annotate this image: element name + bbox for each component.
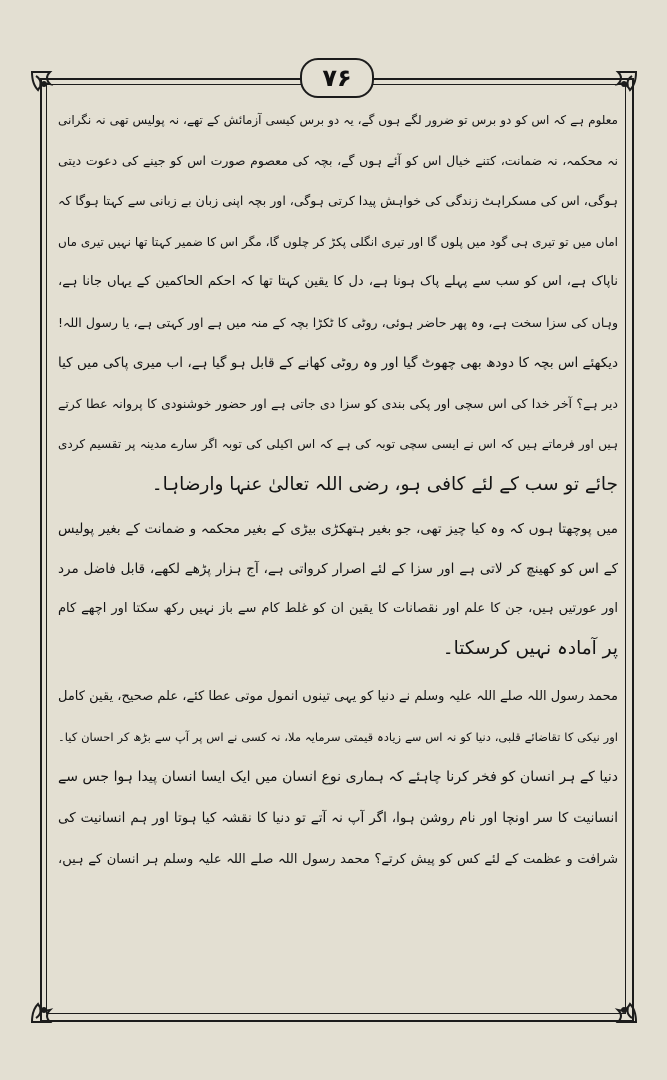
text-line: میں پوچھتا ہوں کہ وہ کیا چیز تھی، جو بغیر ہتھکڑی بیڑی کے بغیر محکمہ و ضمانت کے بغیر پولیس bbox=[58, 521, 618, 537]
text-line: ہیں اور فرماتے ہیں کہ اس نے ایسی سچی توبہ کی ہے کہ اس اکیلی کی توبہ اگر سارے مدینہ پر تقسیم کردی bbox=[58, 437, 618, 451]
text-line: وہاں کی سزا سخت ہے، وہ پھر حاضر ہوئی، روٹی کا ٹکڑا بچہ کے منہ میں ہے اور کہتی ہے، یا رسول اللہ! bbox=[58, 314, 618, 330]
paragraph bbox=[58, 677, 618, 757]
text-line: محمد رسول اللہ صلے اللہ علیہ وسلم نے دنیا کو یہی تینوں انمول موتی عطا کئے، علم صحیح، یقین کامل bbox=[58, 689, 618, 704]
text-line: جائے تو سب کے لئے کافی ہو، رضی اللہ تعالیٰ عنہا وارضاہا۔ bbox=[151, 473, 618, 495]
paragraph bbox=[58, 100, 618, 505]
text-line: اماں میں تو تیری ہی گود میں پلوں گا اور تیری انگلی پکڑ کر چلوں گا، مگر اس کا ضمیر کہتا تھا نہیں تیری ماں bbox=[58, 234, 618, 249]
text-line: شرافت و عظمت کے لئے کس کو پیش کرتے؟ محمد رسول اللہ صلے اللہ علیہ وسلم ہر انسان کے ہیں، bbox=[58, 852, 618, 867]
paragraph bbox=[58, 757, 618, 880]
body-text bbox=[58, 100, 618, 1005]
text-line: دیر ہے؟ آخر خدا کی اس سچی اور پکی بندی کو سزا دی جاتی ہے اور حضور خوشنودی کا پروانہ عطا کرتے bbox=[58, 395, 618, 411]
text-line: اور عورتیں ہیں، جن کا علم اور نقصانات کا یقین ان کو غلط کام سے باز نہیں رکھ سکتا اور اچھے کام bbox=[58, 601, 618, 616]
paragraph bbox=[58, 509, 618, 669]
text-line: دنیا کے ہر انسان کو فخر کرنا چاہئے کہ ہماری نوع انسان میں ایک ایسا انسان پیدا ہوا جس سے bbox=[58, 769, 618, 785]
text-line: ناپاک ہے، اس کو سب سے پہلے پاک ہونا ہے، دل کا یقین کہتا تھا کہ احکم الحاکمین کے یہاں جانا ہے، bbox=[58, 274, 618, 289]
text-line: دیکھئے اس بچہ کا دودھ بھی چھوٹ گیا اور وہ روٹی کھانے کے قابل ہو گیا ہے، اب میری پاکی میں کیا bbox=[58, 355, 618, 371]
corner-ornament-icon bbox=[30, 70, 64, 104]
text-line: معلوم ہے کہ اس کو دو برس تو ضرور لگے ہوں گے، یہ دو برس کیسی آزمائش کے تھے، نہ پولیس تھی نہ نگرانی bbox=[58, 113, 618, 127]
text-line: ہوگی، اس کی مسکراہٹ زندگی کی خواہش پیدا کرتی ہوگی، اور بچہ اپنی زبان بے زبانی سے کہتا ہوگا کہ bbox=[58, 193, 618, 208]
text-line: کے اس کو کھینچ کر لاتی ہے اور سزا کے لئے اصرار کرواتی ہے، آج ہزار پڑھے لکھے، قابل فاضل مرد bbox=[58, 561, 618, 577]
page-number-badge bbox=[300, 58, 374, 98]
text-line: پر آمادہ نہیں کرسکتا۔ bbox=[442, 638, 618, 659]
text-line: نہ محکمہ، نہ ضمانت، کتنے خیال اس کو آئے ہوں گے، بچہ کی معصوم صورت اس کو جینے کی دعوت دیتی bbox=[58, 152, 618, 168]
text-line: انسانیت کا سر اونچا اور نام روشن ہوا، اگر آپ نہ آتے تو دنیا کا نقشہ کیا ہوتا اور ہم انسانیت کی bbox=[58, 810, 618, 826]
corner-ornament-icon bbox=[604, 70, 638, 104]
page-number: ۷۶ bbox=[322, 64, 352, 92]
text-line: اور نیکی کا تقاضائے قلبی، دنیا کو نہ اس سے زیادہ قیمتی سرمایہ ملا، نہ کسی نے اس پر آپ سے بڑھ کر احسان کیا۔ bbox=[58, 730, 618, 744]
